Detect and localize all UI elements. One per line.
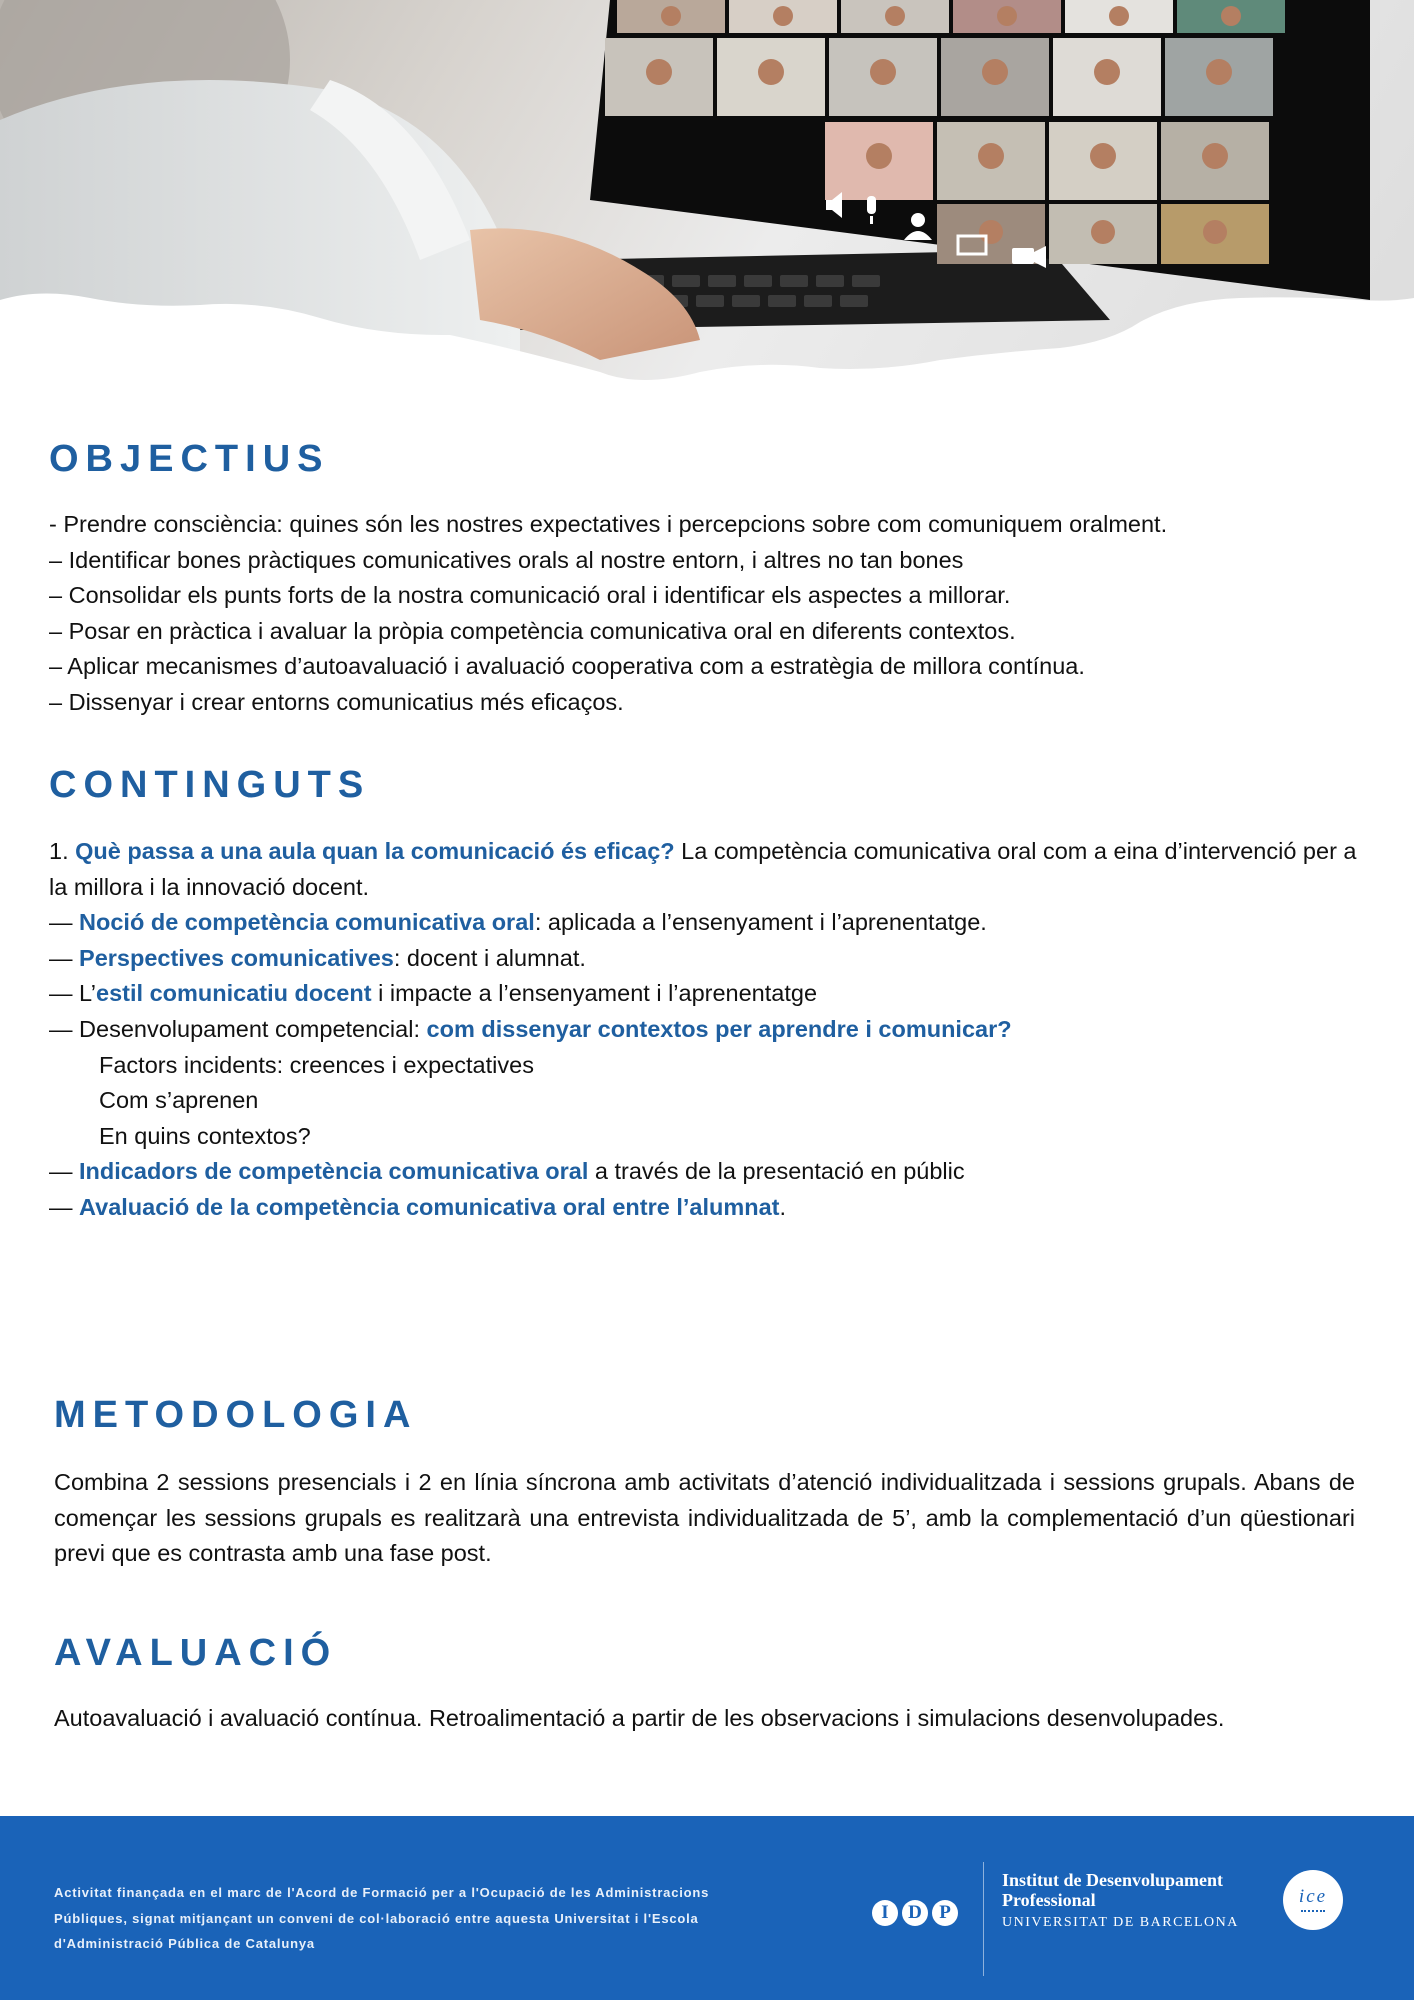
sub-list-item: Com s’aprenen (99, 1087, 259, 1114)
list-item: — Avaluació de la competència comunicativa oral entre l’alumnat. (49, 1193, 787, 1220)
list-item: — Perspectives comunicatives: docent i alumnat. (49, 944, 586, 971)
idp-logo (872, 1900, 958, 1926)
avaluacio-text: Autoavaluació i avaluació contínua. Retroalimentació a partir de les observacions i simulacions desenvolupades. (54, 1705, 1225, 1731)
list-item: – Posar en pràctica i avaluar la pròpia competència comunicativa oral en diferents contextos. (49, 617, 1016, 644)
metodologia-text: Combina 2 sessions presencials i 2 en línia síncrona amb activitats d’atenció individualitzada i sessions grupals. Abans de començar les sessions grupals es realitzarà una entrevista individualitzada de 5’, amb la complementació d’un qüestionari previ que es contrasta amb una fase post. (54, 1469, 1355, 1567)
list-item: — Desenvolupament competencial: com dissenyar contextos per aprendre i comunicar? (49, 1015, 1012, 1042)
idp-letter: P (932, 1900, 958, 1926)
list-item: – Aplicar mecanismes d’autoavaluació i avaluació cooperativa com a estratègia de millora contínua. (49, 653, 1085, 680)
objectius-heading: OBJECTIUS (49, 438, 330, 480)
footer (0, 1816, 1414, 2000)
funding-note: Activitat finançada en el marc de l'Acord de Formació per a l'Ocupació de les Administracions Públiques, signat mitjançant un conveni de col·laboració entre aquesta Universitat i l'Escola d'Administració Pública de Catalunya (54, 1885, 710, 1951)
sub-list-item: Factors incidents: creences i expectatives (99, 1051, 534, 1078)
list-item: - Prendre consciència: quines són les nostres expectatives i percepcions sobre com comuniquem oralment. (49, 511, 1168, 537)
list-item: – Dissenyar i crear entorns comunicatius més eficaços. (49, 688, 624, 715)
institute-name: Institut de Desenvolupament Professional UNIVERSITAT DE BARCELONA (1002, 1870, 1239, 1930)
objectius-list (49, 507, 1369, 721)
list-item: — Noció de competència comunicativa oral: aplicada a l’ensenyament i l’aprenentatge. (49, 909, 987, 936)
idp-letter: I (872, 1900, 898, 1926)
list-item: — Indicadors de competència comunicativa oral a través de la presentació en públic (49, 1158, 965, 1185)
logo-divider (983, 1862, 984, 1976)
list-item: – Consolidar els punts forts de la nostra comunicació oral i identificar els aspectes a millorar. (49, 582, 1011, 609)
list-item: – Identificar bones pràctiques comunicatives orals al nostre entorn, i altres no tan bones (49, 546, 964, 573)
hero-photo (0, 0, 1414, 410)
idp-letter: D (902, 1900, 928, 1926)
sub-list-item: En quins contextos? (99, 1122, 311, 1149)
continguts-list (49, 834, 1359, 1226)
continguts-heading: CONTINGUTS (49, 764, 371, 806)
metodologia-heading: METODOLOGIA (54, 1394, 418, 1436)
avaluacio-heading: AVALUACIÓ (54, 1632, 338, 1674)
ice-logo: ice (1283, 1870, 1343, 1930)
list-item: 1. Què passa a una aula quan la comunicació és eficaç? La competència comunicativa oral com a eina d’intervenció per a la millora i la innovació docent. (49, 838, 1357, 900)
list-item: — L’estil comunicatiu docent i impacte a l’ensenyament i l’aprenentatge (49, 980, 818, 1007)
hero-image (0, 0, 1414, 410)
